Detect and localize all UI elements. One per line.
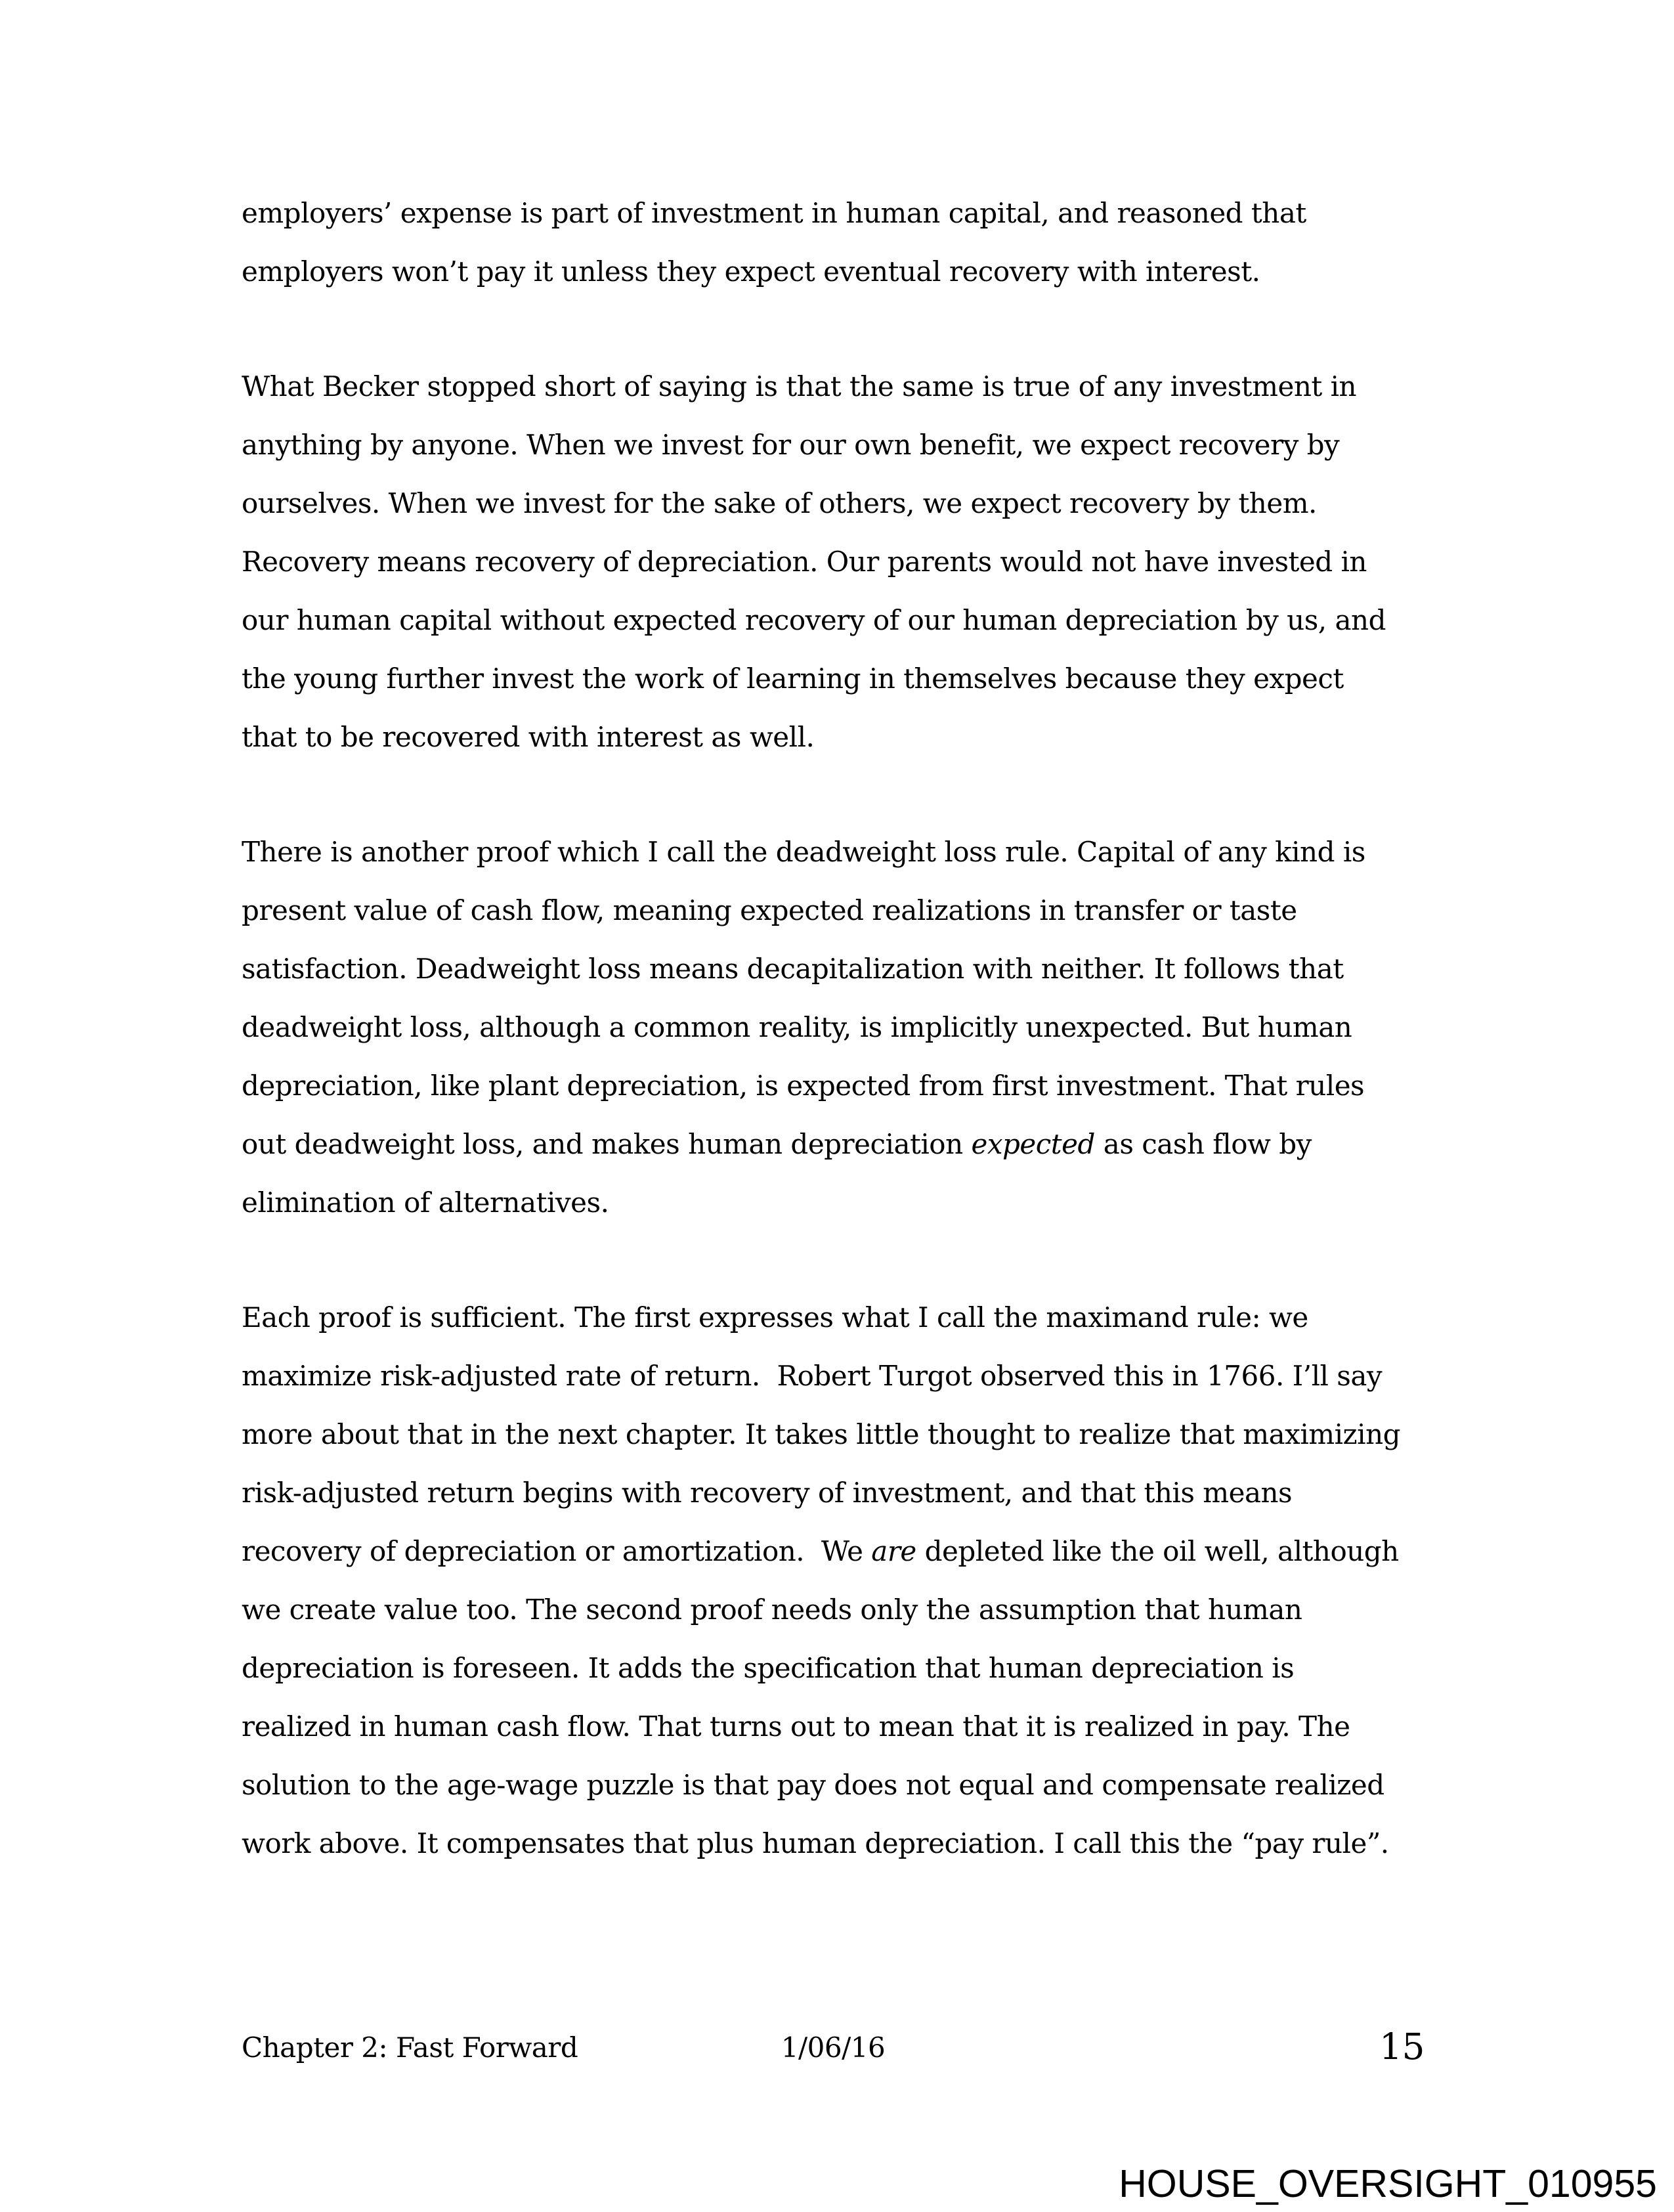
text-line: [242, 1347, 1431, 1405]
paragraph: [242, 184, 1431, 301]
document-body: [242, 184, 1431, 1929]
text-line: [242, 1115, 1431, 1173]
text-segment: recovery of depreciation or amortization. We: [242, 1535, 872, 1567]
text-line: [242, 532, 1431, 591]
text-segment: realized in human cash flow. That turns out to mean that it is realized in pay. The: [242, 1710, 1350, 1743]
text-line: [242, 1405, 1431, 1464]
text-line: [242, 1580, 1431, 1639]
text-segment: elimination of alternatives.: [242, 1186, 609, 1219]
text-segment: our human capital without expected recovery of our human depreciation by us, and: [242, 604, 1386, 636]
text-line: [242, 474, 1431, 532]
emphasized-text: expected: [971, 1128, 1095, 1160]
text-line: [242, 1756, 1431, 1814]
text-line: [242, 1288, 1431, 1347]
text-segment: as cash flow by: [1094, 1128, 1312, 1160]
text-line: [242, 823, 1431, 881]
text-line: [242, 1697, 1431, 1756]
text-segment: solution to the age-wage puzzle is that pay does not equal and compensate realized: [242, 1769, 1384, 1801]
text-segment: work above. It compensates that plus human depreciation. I call this the “pay rule”.: [242, 1827, 1389, 1859]
text-segment: ourselves. When we invest for the sake of others, we expect recovery by them.: [242, 487, 1317, 519]
text-segment: Each proof is sufficient. The first expresses what I call the maximand rule: we: [242, 1301, 1308, 1334]
text-line: [242, 591, 1431, 649]
text-segment: depreciation is foreseen. It adds the specification that human depreciation is: [242, 1652, 1295, 1684]
text-segment: There is another proof which I call the deadweight loss rule. Capital of any kind is: [242, 836, 1365, 868]
text-segment: more about that in the next chapter. It takes little thought to realize that maximizing: [242, 1418, 1401, 1450]
text-line: [242, 649, 1431, 708]
paragraph: [242, 1288, 1431, 1873]
text-line: [242, 708, 1431, 766]
text-line: [242, 998, 1431, 1056]
text-segment: present value of cash flow, meaning expected realizations in transfer or taste: [242, 894, 1297, 926]
text-segment: depleted like the oil well, although: [916, 1535, 1399, 1567]
text-line: [242, 416, 1431, 474]
text-segment: the young further invest the work of learning in themselves because they expect: [242, 662, 1344, 695]
text-segment: risk-adjusted return begins with recovery of investment, and that this means: [242, 1477, 1293, 1509]
text-segment: out deadweight loss, and makes human depreciation: [242, 1128, 972, 1160]
page-footer: [242, 2026, 1425, 2077]
text-line: [242, 357, 1431, 416]
paragraph: [242, 823, 1431, 1232]
text-segment: employers’ expense is part of investment in human capital, and reasoned that: [242, 197, 1306, 229]
text-line: [242, 242, 1431, 301]
paragraph: [242, 357, 1431, 766]
text-line: [242, 1056, 1431, 1115]
text-segment: that to be recovered with interest as well.: [242, 721, 815, 753]
bates-stamp: HOUSE_OVERSIGHT_010955: [1119, 2162, 1657, 2205]
text-segment: depreciation, like plant depreciation, is expected from first investment. That rules: [242, 1070, 1365, 1102]
text-segment: anything by anyone. When we invest for our own benefit, we expect recovery by: [242, 429, 1340, 461]
text-segment: satisfaction. Deadweight loss means decapitalization with neither. It follows that: [242, 953, 1344, 985]
text-line: [242, 940, 1431, 998]
text-segment: deadweight loss, although a common reality, is implicitly unexpected. But human: [242, 1011, 1352, 1043]
text-line: [242, 1639, 1431, 1697]
text-line: [242, 1464, 1431, 1522]
text-segment: What Becker stopped short of saying is that the same is true of any investment in: [242, 370, 1357, 402]
text-line: [242, 881, 1431, 940]
text-segment: we create value too. The second proof needs only the assumption that human: [242, 1594, 1302, 1626]
footer-chapter-label: Chapter 2: Fast Forward: [242, 2031, 578, 2064]
text-segment: employers won’t pay it unless they expect eventual recovery with interest.: [242, 255, 1260, 288]
text-line: [242, 184, 1431, 242]
page-number: 15: [1379, 2026, 1425, 2068]
text-line: [242, 1173, 1431, 1232]
emphasized-text: are: [871, 1535, 916, 1567]
text-segment: Recovery means recovery of depreciation. Our parents would not have invested in: [242, 546, 1367, 578]
text-line: [242, 1814, 1431, 1873]
text-segment: maximize risk-adjusted rate of return. Robert Turgot observed this in 1766. I’ll say: [242, 1360, 1383, 1392]
text-line: [242, 1522, 1431, 1580]
footer-date: 1/06/16: [781, 2031, 886, 2064]
